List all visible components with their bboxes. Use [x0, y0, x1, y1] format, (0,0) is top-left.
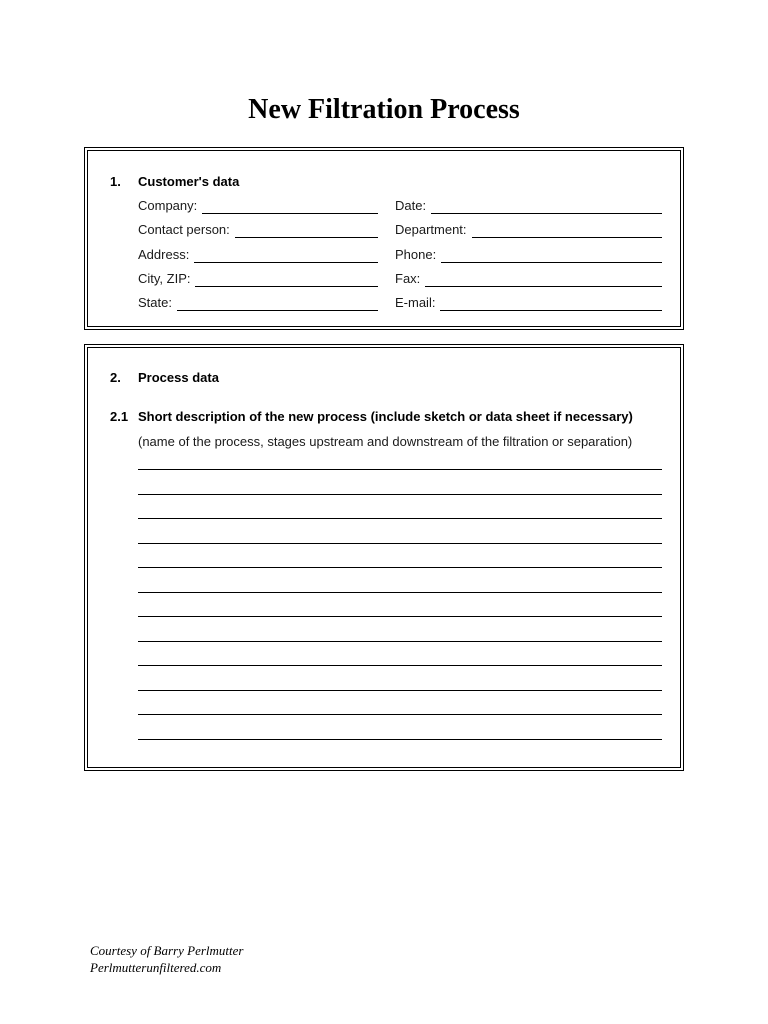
process-data-box — [84, 344, 684, 771]
phone-field[interactable] — [395, 246, 662, 263]
customer-data-box — [84, 147, 684, 330]
website-line: Perlmutterunfiltered.com — [90, 960, 222, 975]
description-line[interactable] — [138, 494, 662, 495]
department-label: Department: — [395, 222, 467, 237]
description-line[interactable] — [138, 469, 662, 470]
page-title: New Filtration Process — [248, 94, 520, 125]
fax-label: Fax: — [395, 271, 421, 286]
email-field[interactable] — [395, 294, 662, 311]
description-line[interactable] — [138, 714, 662, 715]
section-1-title: Customer's data — [138, 174, 240, 189]
company-input-line[interactable] — [202, 199, 378, 214]
description-line[interactable] — [138, 641, 662, 642]
address-label: Address: — [138, 247, 190, 262]
state-input-line[interactable] — [177, 296, 378, 311]
fax-field[interactable] — [395, 270, 662, 287]
company-field[interactable] — [138, 197, 378, 214]
subsection-2-1-number: 2.1 — [110, 409, 129, 424]
department-input-line[interactable] — [472, 223, 662, 238]
address-field[interactable] — [138, 246, 378, 263]
description-line[interactable] — [138, 518, 662, 519]
description-line[interactable] — [138, 690, 662, 691]
courtesy-footer — [90, 942, 243, 976]
date-label: Date: — [395, 198, 427, 213]
section-2-title: Process data — [138, 370, 219, 385]
description-line[interactable] — [138, 543, 662, 544]
contact-person-input-line[interactable] — [235, 223, 378, 238]
contact-person-label: Contact person: — [138, 222, 230, 237]
state-label: State: — [138, 295, 172, 310]
description-line[interactable] — [138, 616, 662, 617]
courtesy-line: Courtesy of Barry Perlmutter — [90, 943, 244, 958]
department-field[interactable] — [395, 221, 662, 238]
fax-input-line[interactable] — [425, 272, 662, 287]
phone-label: Phone: — [395, 247, 437, 262]
email-label: E-mail: — [395, 295, 436, 310]
state-field[interactable] — [138, 294, 378, 311]
description-line[interactable] — [138, 567, 662, 568]
address-input-line[interactable] — [194, 248, 378, 263]
section-2-number: 2. — [110, 370, 121, 385]
subsection-2-1-title: Short description of the new process (include sketch or data sheet if necessary) — [138, 409, 633, 424]
email-input-line[interactable] — [440, 296, 662, 311]
city-zip-field[interactable] — [138, 270, 378, 287]
description-note: (name of the process, stages upstream and downstream of the filtration or separation) — [138, 434, 633, 449]
date-field[interactable] — [395, 197, 662, 214]
description-line[interactable] — [138, 739, 662, 740]
section-1-number: 1. — [110, 174, 121, 189]
phone-input-line[interactable] — [441, 248, 662, 263]
description-line[interactable] — [138, 665, 662, 666]
city-zip-label: City, ZIP: — [138, 271, 191, 286]
date-input-line[interactable] — [431, 199, 662, 214]
description-line[interactable] — [138, 592, 662, 593]
contact-person-field[interactable] — [138, 221, 378, 238]
city-zip-input-line[interactable] — [195, 272, 378, 287]
company-label: Company: — [138, 198, 198, 213]
